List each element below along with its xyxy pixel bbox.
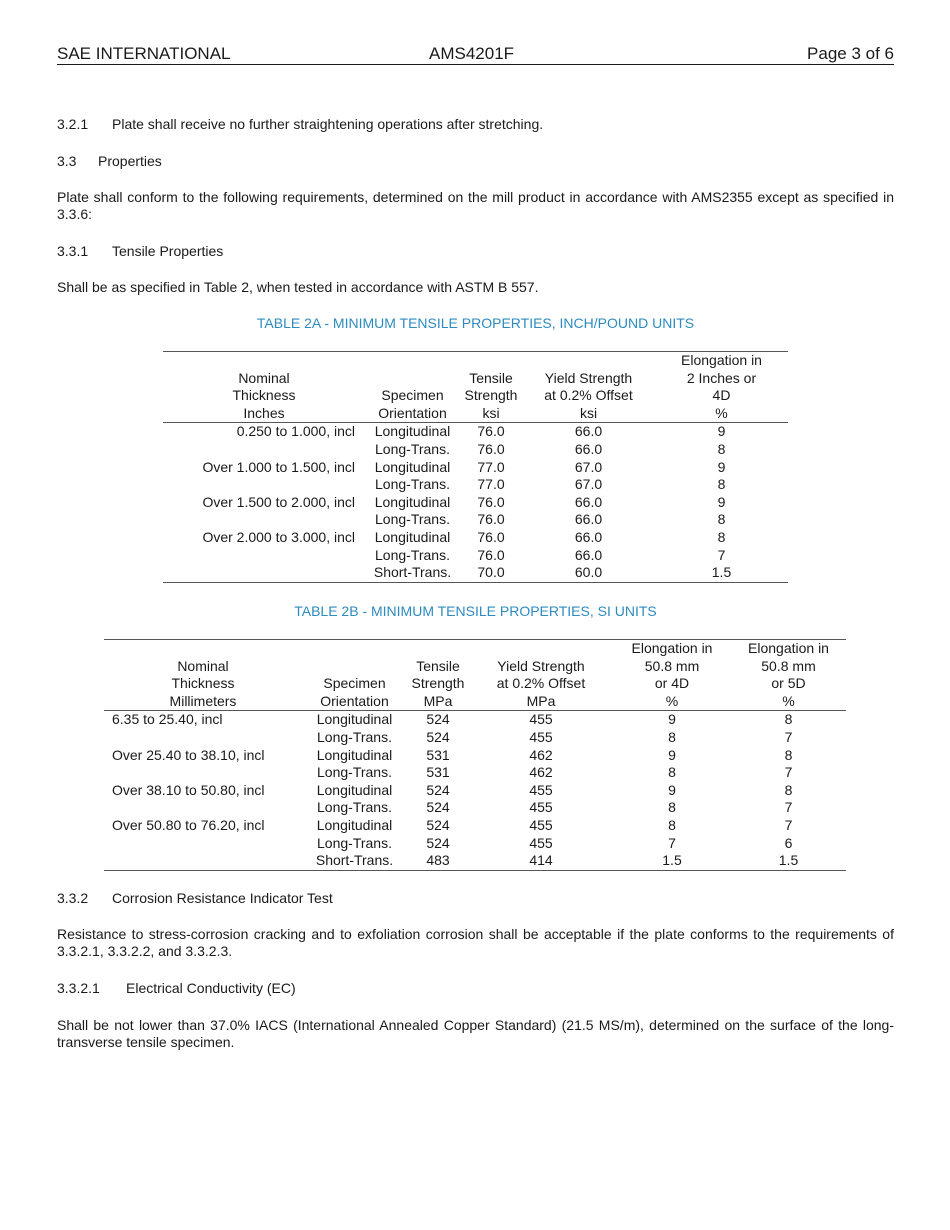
header-doc-number: AMS4201F [429, 44, 515, 63]
section-number: 3.3 [57, 153, 77, 169]
table-cell: 76.0 [477, 528, 505, 545]
table-cell: 8 [784, 746, 793, 763]
table-cell: 8 [717, 528, 726, 545]
table-header-cell: Thickness [171, 675, 235, 692]
table-header-cell: MPa [469, 693, 613, 711]
section-3-3-2-1-body: Shall be not lower than 37.0% IACS (International Annealed Copper Standard) (21.5 MS/m), determined on the surface of the long-transverse tensile specimen. [57, 1017, 894, 1050]
section-3-3-1-heading [57, 243, 894, 260]
table-cell: 6.35 to 25.40, incl [112, 711, 223, 728]
table-header-cell: Elongation in [631, 640, 713, 656]
table-cell: 8 [717, 440, 726, 457]
table-header-row [104, 693, 846, 711]
table-row [163, 423, 788, 441]
table-cell: Long-Trans. [375, 476, 450, 493]
section-text: Corrosion Resistance Indicator Test [112, 890, 333, 906]
table-row [163, 459, 788, 477]
table-header-cell: Millimeters [104, 693, 302, 711]
header-org: SAE INTERNATIONAL [57, 44, 231, 63]
table-cell: 8 [784, 781, 793, 798]
table-cell: 67.0 [574, 476, 603, 493]
table-cell: 66.0 [574, 528, 603, 545]
table-cell: 9 [668, 711, 676, 728]
table-header-cell: Nominal [238, 369, 290, 386]
table-header-row [104, 675, 846, 693]
table-header-row [104, 640, 846, 658]
table-header-cell: ksi [460, 405, 522, 423]
table-cell [163, 564, 365, 582]
header-page-label: Page 3 of 6 [807, 44, 894, 63]
table-cell: 524 [426, 711, 450, 728]
table-header-cell: % [613, 693, 731, 711]
table-cell: 8 [717, 476, 726, 493]
section-3-3-heading [57, 153, 894, 170]
table-cell: 524 [426, 834, 450, 851]
table-cell: 9 [717, 423, 726, 440]
table-cell: Long-Trans. [317, 834, 392, 851]
table-cell: Long-Trans. [375, 511, 450, 528]
table-cell: 8 [784, 711, 793, 728]
table-cell: Over 1.000 to 1.500, incl [202, 458, 355, 475]
table-header-cell [302, 640, 407, 658]
table-cell: 66.0 [574, 493, 603, 510]
table-cell: 60.0 [574, 564, 603, 581]
table-cell: 76.0 [477, 440, 505, 457]
table-cell: 9 [717, 493, 726, 510]
table-cell: 7 [717, 546, 726, 563]
table-row [104, 711, 846, 729]
table-cell: Long-Trans. [375, 546, 450, 563]
table-cell: 483 [426, 852, 450, 869]
table-cell: Short-Trans. [315, 852, 394, 869]
table-cell: 8 [668, 799, 676, 816]
table-cell [104, 729, 302, 747]
table-cell: 76.0 [477, 546, 505, 563]
table-header-cell: at 0.2% Offset [496, 675, 586, 692]
table-header-row [163, 405, 788, 423]
table-header-cell [365, 352, 460, 370]
table-header-cell: Orientation [302, 693, 407, 711]
table-header-row [163, 387, 788, 405]
table-header-cell: ksi [522, 405, 655, 423]
table-cell: 455 [529, 799, 553, 816]
table-cell: 1.5 [662, 852, 682, 869]
table-cell: Longitudinal [316, 816, 393, 833]
table-cell: 76.0 [477, 423, 505, 440]
table-cell: Longitudinal [316, 711, 393, 728]
table-cell: 455 [529, 834, 553, 851]
table-header-cell: Thickness [232, 387, 296, 404]
table-cell: 414 [529, 852, 553, 869]
table-header-cell [469, 640, 613, 658]
table-row [163, 511, 788, 529]
section-3-3-2-1-heading [57, 980, 894, 997]
table-header-cell: Tensile [416, 657, 460, 674]
section-text: Plate shall receive no further straightening operations after stretching. [112, 116, 544, 132]
table-row [104, 852, 846, 870]
table-cell: 77.0 [477, 476, 505, 493]
table-cell: Longitudinal [374, 423, 451, 440]
table-header-cell: MPa [407, 693, 469, 711]
table-header-cell: Strength [411, 675, 465, 692]
table-cell: Longitudinal [316, 746, 393, 763]
section-text: Electrical Conductivity (EC) [126, 980, 296, 996]
table-cell: 66.0 [574, 440, 603, 457]
table-2a [163, 351, 788, 583]
table-cell: Over 50.80 to 76.20, incl [112, 816, 265, 833]
section-3-2-1 [57, 116, 894, 133]
table-header-cell [407, 640, 469, 658]
table-cell: Long-Trans. [375, 440, 450, 457]
table-header-row [163, 352, 788, 370]
table-cell: Longitudinal [374, 528, 451, 545]
table-cell: 455 [529, 816, 553, 833]
table-header-cell: or 5D [771, 675, 806, 692]
table-cell: 77.0 [477, 458, 505, 475]
table-row [104, 764, 846, 782]
table-cell: 76.0 [477, 493, 505, 510]
table-cell: Over 38.10 to 50.80, incl [112, 781, 265, 798]
table-header-cell [302, 658, 407, 676]
table-cell: 8 [668, 728, 676, 745]
table-cell: Over 1.500 to 2.000, incl [202, 493, 355, 510]
table-cell [163, 476, 365, 494]
table-cell: 9 [668, 746, 676, 763]
table-cell: Longitudinal [374, 493, 451, 510]
table-row [104, 817, 846, 835]
table-cell: 9 [717, 458, 726, 475]
table-cell [104, 764, 302, 782]
table-cell: 1.5 [711, 564, 732, 581]
table-header-cell: 50.8 mm [644, 657, 700, 674]
table-cell: 524 [426, 799, 450, 816]
table-cell: 531 [426, 746, 450, 763]
section-text: Properties [98, 153, 162, 169]
table-cell: 0.250 to 1.000, incl [236, 423, 355, 440]
table-cell: 7 [784, 764, 793, 781]
table-cell: 455 [529, 711, 553, 728]
section-3-3-intro: Plate shall conform to the following requirements, determined on the mill product in accordance with AMS2355 except as specified in 3.3.6: [57, 189, 894, 222]
table-cell [163, 547, 365, 565]
table-row [163, 564, 788, 582]
table-row [163, 441, 788, 459]
table-cell [163, 441, 365, 459]
page-header [57, 44, 894, 65]
table-header-cell: % [731, 693, 846, 711]
table-header-cell [365, 370, 460, 388]
table-cell: Long-Trans. [317, 799, 392, 816]
table-header-cell: or 4D [654, 675, 690, 692]
table-cell: Short-Trans. [373, 564, 452, 581]
table-header-cell: 4D [712, 387, 731, 404]
table-row [163, 547, 788, 565]
section-number: 3.2.1 [57, 116, 89, 132]
table-cell: Over 2.000 to 3.000, incl [202, 528, 355, 545]
table-header-row [163, 370, 788, 388]
table-header-cell: % [655, 405, 788, 423]
table-header-cell [522, 352, 655, 370]
table-cell: 66.0 [574, 423, 603, 440]
section-number: 3.3.1 [57, 243, 89, 259]
table-cell: Long-Trans. [317, 728, 392, 745]
table-cell: 8 [668, 764, 676, 781]
table-cell: Longitudinal [374, 458, 451, 475]
table-cell: 7 [668, 834, 676, 851]
table-header-cell: Specimen [381, 387, 444, 404]
table-cell: 70.0 [477, 564, 505, 581]
table-cell: 1.5 [778, 852, 799, 869]
table-cell: 7 [784, 728, 793, 745]
section-number: 3.3.2 [57, 890, 89, 906]
table-header-cell: Specimen [323, 675, 386, 692]
table-cell: 66.0 [574, 546, 603, 563]
table-cell: 524 [426, 728, 450, 745]
table-cell: 524 [426, 816, 450, 833]
table-cell: 8 [668, 816, 676, 833]
table-cell [104, 852, 302, 870]
table-header-cell: Inches [163, 405, 365, 423]
table-2b [104, 639, 846, 871]
table-row [104, 799, 846, 817]
table-header-cell: 50.8 mm [761, 657, 816, 674]
table-cell: 6 [784, 834, 793, 851]
section-3-3-1-body: Shall be as specified in Table 2, when tested in accordance with ASTM B 557. [57, 279, 539, 295]
table-header-cell [104, 640, 302, 658]
table-row [104, 729, 846, 747]
table-row [104, 835, 846, 853]
table-row [163, 494, 788, 512]
table-cell: 66.0 [574, 511, 603, 528]
section-3-3-2-body: Resistance to stress-corrosion cracking and to exfoliation corrosion shall be acceptable if the plate conforms to the requirements of 3.3.2.1, 3.3.2.2, and 3.3.2.3. [57, 926, 894, 959]
table-header-cell [460, 352, 522, 370]
table-cell: 455 [529, 728, 553, 745]
table-header-cell: at 0.2% Offset [544, 387, 633, 404]
table-cell: Over 25.40 to 38.10, incl [112, 746, 265, 763]
table-header-cell: Strength [464, 387, 518, 404]
table-header-cell: Nominal [177, 657, 229, 674]
table-cell: 455 [529, 781, 553, 798]
table-header-cell: Elongation in [681, 352, 762, 368]
table-cell: 462 [529, 746, 553, 763]
table-cell: 524 [426, 781, 450, 798]
table-cell: 462 [529, 764, 553, 781]
table-header-cell: Yield Strength [544, 369, 633, 386]
table-row [163, 529, 788, 547]
table-cell: Long-Trans. [317, 764, 392, 781]
table-cell: Longitudinal [316, 781, 393, 798]
table-cell: 7 [784, 816, 793, 833]
table-2a-caption: TABLE 2A - MINIMUM TENSILE PROPERTIES, INCH/POUND UNITS [256, 315, 695, 331]
table-row [163, 476, 788, 494]
section-text: Tensile Properties [112, 243, 224, 259]
table-row [104, 782, 846, 800]
table-header-cell [163, 352, 365, 370]
table-header-row [104, 658, 846, 676]
table-row [104, 747, 846, 765]
table-cell [104, 799, 302, 817]
table-cell [104, 835, 302, 853]
table-cell: 9 [668, 781, 676, 798]
table-header-cell: Yield Strength [497, 657, 585, 674]
section-3-3-2-heading [57, 890, 894, 907]
table-header-cell: Elongation in [748, 640, 829, 656]
table-cell [163, 511, 365, 529]
table-header-cell: Tensile [469, 369, 513, 386]
table-cell: 531 [426, 764, 450, 781]
table-header-cell: 2 Inches or [686, 369, 757, 386]
table-cell: 8 [717, 511, 726, 528]
table-cell: 76.0 [477, 511, 505, 528]
table-2b-caption: TABLE 2B - MINIMUM TENSILE PROPERTIES, SI UNITS [294, 603, 657, 619]
table-header-cell: Orientation [365, 405, 460, 423]
table-cell: 7 [784, 799, 793, 816]
section-number: 3.3.2.1 [57, 980, 100, 996]
table-cell: 67.0 [574, 458, 603, 475]
